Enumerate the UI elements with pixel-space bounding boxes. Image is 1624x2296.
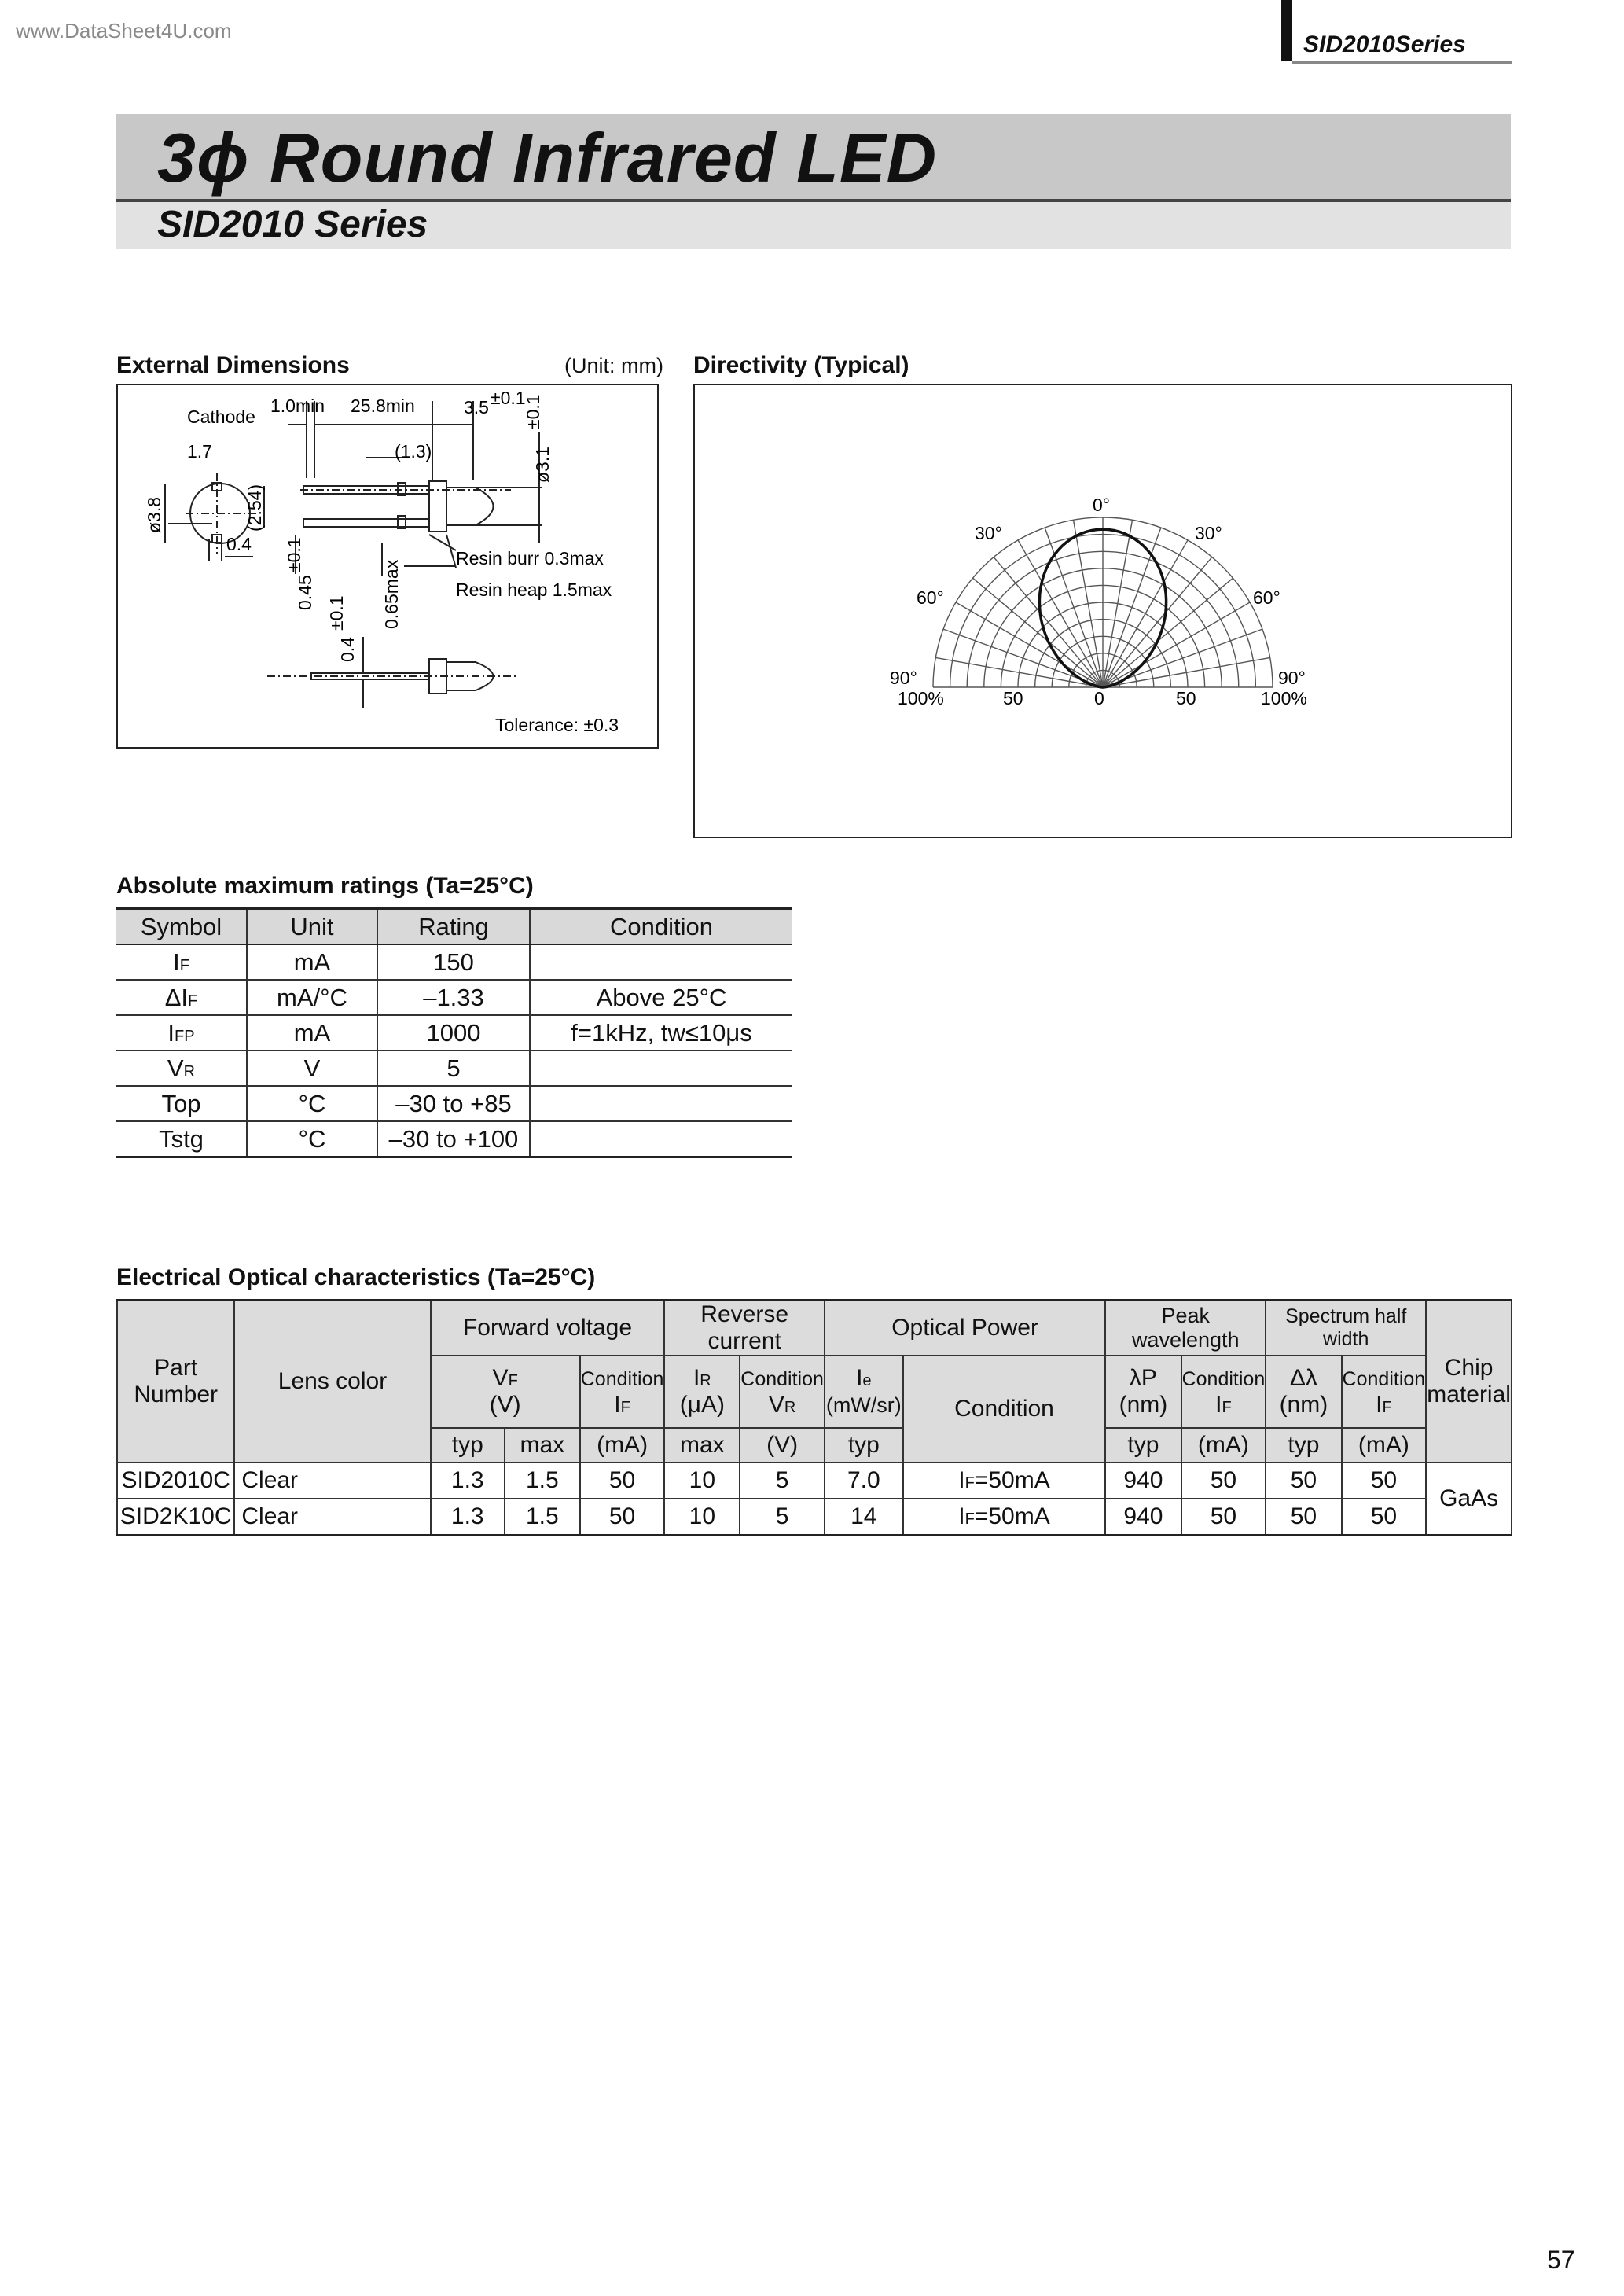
ie-condition-cell: IF=50mA (903, 1499, 1106, 1536)
vf-max-header: max (505, 1428, 580, 1463)
header-series: SID2010Series (1303, 31, 1466, 57)
vf-typ-cell: 1.3 (431, 1463, 505, 1499)
page-subtitle: SID2010 Series (157, 204, 428, 245)
angle-label-60-right: 60° (1253, 587, 1280, 608)
ir-vr-cell: 5 (740, 1499, 825, 1536)
dim-label-d2: 25.8min (351, 396, 415, 416)
ie-header: Ie (mW/sr) (825, 1356, 903, 1428)
table-row (116, 1050, 792, 1086)
vf-max-cell: 1.5 (505, 1499, 580, 1536)
vf-if-cell: 50 (580, 1499, 665, 1536)
directivity-polar-chart (695, 385, 1511, 837)
lp-typ-cell: 940 (1105, 1499, 1181, 1536)
eo-heading: Electrical Optical characteristics (Ta=25°C) (116, 1264, 596, 1290)
rating-cell: –30 to +100 (377, 1121, 530, 1157)
lp-if-cell: 50 (1181, 1463, 1266, 1499)
ir-header: IR (μA) (664, 1356, 740, 1428)
table-row (116, 944, 792, 980)
symbol-cell: VR (116, 1050, 247, 1086)
angle-label-0: 0° (1093, 495, 1110, 515)
external-dimensions-heading: External Dimensions (116, 352, 350, 378)
dim-label-cathode: Cathode (187, 407, 255, 427)
scale-label-50-right: 50 (1176, 688, 1196, 708)
unit-cell: V (247, 1050, 377, 1086)
dim-label-tolerance: Tolerance: ±0.3 (495, 715, 619, 735)
abs-max-table (116, 907, 792, 1158)
condition-cell (530, 1121, 792, 1157)
condition-cell: f=1kHz, tw≤10μs (530, 1015, 792, 1050)
symbol-cell: IF (116, 944, 247, 980)
condition-cell (530, 944, 792, 980)
eo-header-row-1 (117, 1301, 1512, 1356)
angle-label-90-left: 90° (890, 668, 917, 688)
table-row (117, 1463, 1512, 1499)
table-row (116, 1015, 792, 1050)
scale-label-50-left: 50 (1003, 688, 1023, 708)
dl-if-unit-header: (mA) (1342, 1428, 1427, 1463)
optical-power-header: Optical Power (825, 1301, 1105, 1356)
table-row (116, 980, 792, 1015)
dim-label-d1: 1.0min (270, 396, 325, 416)
condition-cell (530, 1050, 792, 1086)
ie-typ-cell: 7.0 (825, 1463, 903, 1499)
rating-cell: 1000 (377, 1015, 530, 1050)
ir-max-header: max (664, 1428, 740, 1463)
lp-if-unit-header: (mA) (1181, 1428, 1266, 1463)
lp-condition-header: Condition IF (1181, 1356, 1266, 1428)
col-rating: Rating (377, 909, 530, 945)
dimensions-box (116, 384, 659, 749)
scale-label-100-left: 100% (898, 688, 944, 708)
rating-cell: 5 (377, 1050, 530, 1086)
spectrum-half-width-header: Spectrum half width (1266, 1301, 1426, 1356)
dim-label-d3-tol: ±0.1 (491, 388, 526, 408)
lens-color-cell: Clear (234, 1499, 430, 1536)
dim-label-d8: (2.54) (244, 484, 265, 532)
vf-typ-header: typ (431, 1428, 505, 1463)
symbol-cell: Top (116, 1086, 247, 1121)
dl-if-cell: 50 (1342, 1463, 1427, 1499)
eo-table (116, 1299, 1512, 1536)
unit-cell: °C (247, 1121, 377, 1157)
col-condition: Condition (530, 909, 792, 945)
page-title: 3ϕ Round Infrared LED (157, 119, 938, 197)
dim-label-d6: ø3.1 (532, 446, 553, 483)
ir-max-cell: 10 (664, 1463, 740, 1499)
dim-label-d7: ø3.8 (144, 496, 164, 533)
dl-if-cell: 50 (1342, 1499, 1427, 1536)
lp-header: λP (nm) (1105, 1356, 1181, 1428)
vf-if-cell: 50 (580, 1463, 665, 1499)
unit-cell: mA/°C (247, 980, 377, 1015)
peak-wavelength-header: Peak wavelength (1105, 1301, 1266, 1356)
dim-label-d10-tol: ±0.1 (284, 537, 304, 572)
symbol-cell: ΔIF (116, 980, 247, 1015)
dim-label-d12: 0.4 (337, 637, 358, 662)
col-unit: Unit (247, 909, 377, 945)
rating-cell: –1.33 (377, 980, 530, 1015)
condition-cell (530, 1086, 792, 1121)
symbol-cell: Tstg (116, 1121, 247, 1157)
table-row (116, 1121, 792, 1157)
lens-color-cell: Clear (234, 1463, 430, 1499)
unit-note: (Unit: mm) (564, 354, 663, 377)
dl-condition-header: Condition IF (1342, 1356, 1427, 1428)
abs-max-heading: Absolute maximum ratings (Ta=25°C) (116, 873, 534, 899)
ir-condition-header: Condition VR (740, 1356, 825, 1428)
unit-cell: mA (247, 944, 377, 980)
table-row (116, 1086, 792, 1121)
dim-label-d11: 0.65max (381, 559, 402, 629)
dl-typ-cell: 50 (1266, 1463, 1341, 1499)
scale-label-100-right: 100% (1261, 688, 1307, 708)
vf-typ-cell: 1.3 (431, 1499, 505, 1536)
angle-label-30-left: 30° (975, 523, 1002, 543)
dl-header: Δλ (nm) (1266, 1356, 1341, 1428)
lens-color-header: Lens color (234, 1301, 430, 1463)
dimension-drawing (118, 385, 657, 747)
rating-cell: –30 to +85 (377, 1086, 530, 1121)
part-number-cell: SID2K10C (117, 1499, 234, 1536)
vf-header: VF (V) (431, 1356, 580, 1428)
directivity-heading: Directivity (Typical) (693, 352, 909, 378)
directivity-box (693, 384, 1512, 838)
rating-cell: 150 (377, 944, 530, 980)
unit-cell: °C (247, 1086, 377, 1121)
angle-label-30-right: 30° (1195, 523, 1222, 543)
dim-label-d3: 3.5 (464, 397, 489, 418)
ie-condition-header: Condition (903, 1356, 1106, 1463)
vf-max-cell: 1.5 (505, 1463, 580, 1499)
abs-max-header-row (116, 909, 792, 945)
unit-cell: mA (247, 1015, 377, 1050)
scale-label-0: 0 (1094, 688, 1104, 708)
lp-if-cell: 50 (1181, 1499, 1266, 1536)
col-symbol: Symbol (116, 909, 247, 945)
dim-label-resin-heap: Resin heap 1.5max (456, 580, 612, 600)
part-number-cell: SID2010C (117, 1463, 234, 1499)
vf-condition-header: Condition IF (580, 1356, 665, 1428)
ir-max-cell: 10 (664, 1499, 740, 1536)
lp-typ-header: typ (1105, 1428, 1181, 1463)
forward-voltage-header: Forward voltage (431, 1301, 665, 1356)
ir-vr-cell: 5 (740, 1463, 825, 1499)
angle-label-90-right: 90° (1278, 668, 1306, 688)
ie-condition-cell: IF=50mA (903, 1463, 1106, 1499)
dl-typ-cell: 50 (1266, 1499, 1341, 1536)
table-row (117, 1499, 1512, 1536)
header-bar (1281, 0, 1292, 61)
condition-cell: Above 25°C (530, 980, 792, 1015)
chip-material-cell: GaAs (1426, 1463, 1512, 1536)
dim-label-d12-tol: ±0.1 (326, 595, 347, 631)
dim-label-d10: 0.45 (295, 575, 315, 610)
symbol-cell: IFP (116, 1015, 247, 1050)
dim-label-d9: 0.4 (226, 534, 252, 554)
part-number-header: Part Number (117, 1301, 234, 1463)
vf-if-unit-header: (mA) (580, 1428, 665, 1463)
ie-typ-cell: 14 (825, 1499, 903, 1536)
dim-label-resin-burr: Resin burr 0.3max (456, 548, 604, 568)
ie-typ-header: typ (825, 1428, 903, 1463)
angle-label-60-left: 60° (917, 587, 944, 608)
page-number: 57 (1547, 2246, 1575, 2274)
watermark: www.DataSheet4U.com (16, 19, 232, 42)
lp-typ-cell: 940 (1105, 1463, 1181, 1499)
dl-typ-header: typ (1266, 1428, 1341, 1463)
header-rule (1292, 61, 1512, 64)
ir-vr-unit-header: (V) (740, 1428, 825, 1463)
dim-label-d4: 1.7 (187, 441, 212, 462)
dim-label-d6-tol: ±0.1 (523, 394, 543, 429)
reverse-current-header: Reverse current (664, 1301, 825, 1356)
chip-material-header: Chip material (1426, 1301, 1512, 1463)
dim-label-d5: (1.3) (395, 441, 432, 462)
